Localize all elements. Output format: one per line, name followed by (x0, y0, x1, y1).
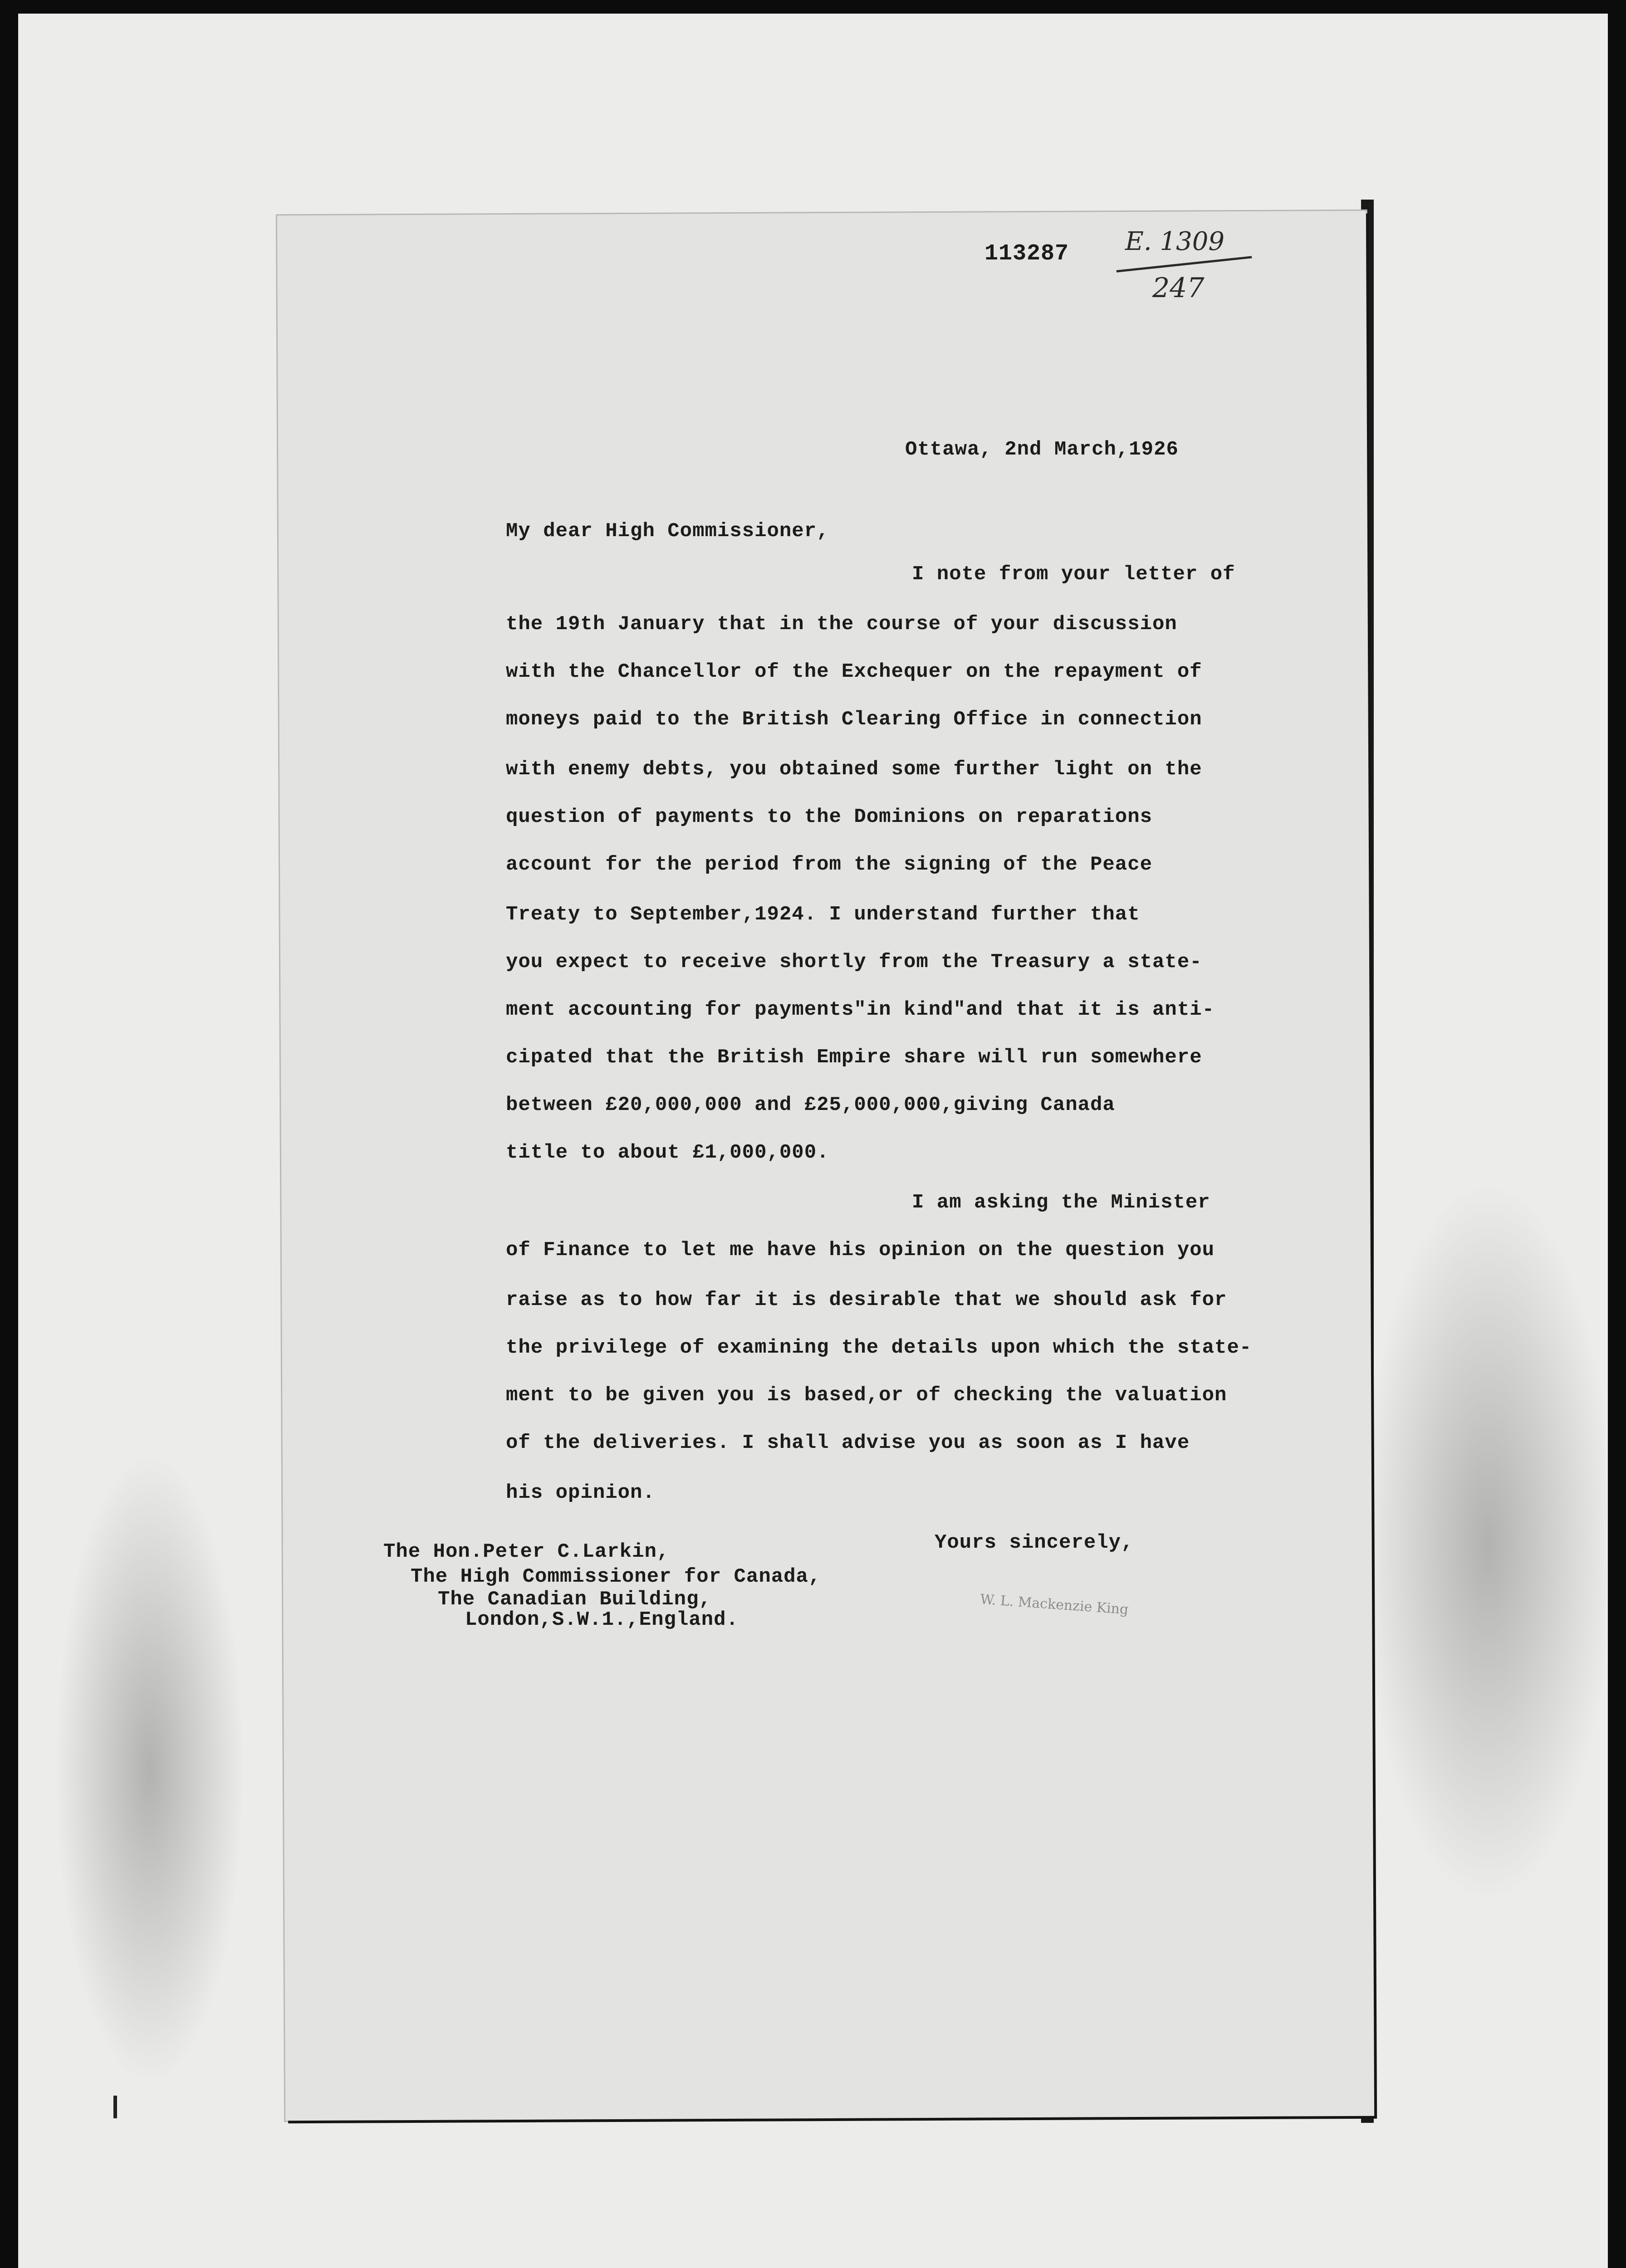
shadow-right (1361, 1179, 1615, 1905)
addressee-line: London,S.W.1.,England. (465, 1608, 739, 1631)
paragraph1-line: you expect to receive shortly from the Treasury a state- (506, 951, 1202, 973)
paragraph1-line: ment accounting for payments"in kind"and that it is anti- (506, 998, 1215, 1021)
film-border-left (0, 0, 18, 2268)
paragraph1-line: the 19th January that in the course of your discussion (506, 613, 1177, 635)
paragraph2-line: raise as to how far it is desirable that we should ask for (506, 1289, 1227, 1311)
letter-salutation: My dear High Commissioner, (506, 520, 829, 543)
letter-sheet (277, 211, 1374, 2121)
paragraph1-line: moneys paid to the British Clearing Office in connection (506, 708, 1202, 731)
paragraph1-line: Treaty to September,1924. I understand further that (506, 903, 1140, 926)
reference-number: 113287 (984, 241, 1069, 267)
handwritten-page-number: 247 (1152, 272, 1205, 304)
paragraph1-line: with the Chancellor of the Exchequer on the repayment of (506, 660, 1202, 683)
paragraph1-line: I note from your letter of (912, 563, 1235, 586)
film-border-right (1608, 0, 1626, 2268)
paragraph2-line: ment to be given you is based,or of checking the valuation (506, 1384, 1227, 1407)
paragraph1-line: account for the period from the signing of the Peace (506, 853, 1153, 876)
paragraph1-line: with enemy debts, you obtained some further light on the (506, 758, 1202, 781)
addressee-line: The Hon.Peter C.Larkin, (383, 1540, 670, 1563)
paragraph1-line: question of payments to the Dominions on reparations (506, 806, 1153, 828)
letter-date: Ottawa, 2nd March,1926 (905, 438, 1179, 461)
addressee-line: The High Commissioner for Canada, (411, 1565, 821, 1588)
paragraph2-line: the privilege of examining the details upon which the state- (506, 1336, 1252, 1359)
paragraph1-line: title to about £1,000,000. (506, 1141, 829, 1164)
paragraph2-line: his opinion. (506, 1481, 655, 1504)
paragraph2-line: of the deliveries. I shall advise you as soon as I have (506, 1432, 1190, 1454)
signature: W. L. Mackenzie King (980, 1591, 1129, 1618)
shadow-left (54, 1452, 245, 2087)
scan-mark (113, 2096, 117, 2118)
paragraph1-line: cipated that the British Empire share will run somewhere (506, 1046, 1202, 1069)
film-border-top (0, 0, 1626, 14)
paragraph2-line: I am asking the Minister (912, 1191, 1210, 1214)
handwritten-file-number: E. 1309 (1125, 227, 1224, 256)
paragraph1-line: between £20,000,000 and £25,000,000,giving Canada (506, 1094, 1115, 1116)
addressee-line: The Canadian Building, (438, 1588, 711, 1611)
paragraph2-line: of Finance to let me have his opinion on the question you (506, 1239, 1215, 1261)
letter-closing: Yours sincerely, (935, 1531, 1134, 1554)
